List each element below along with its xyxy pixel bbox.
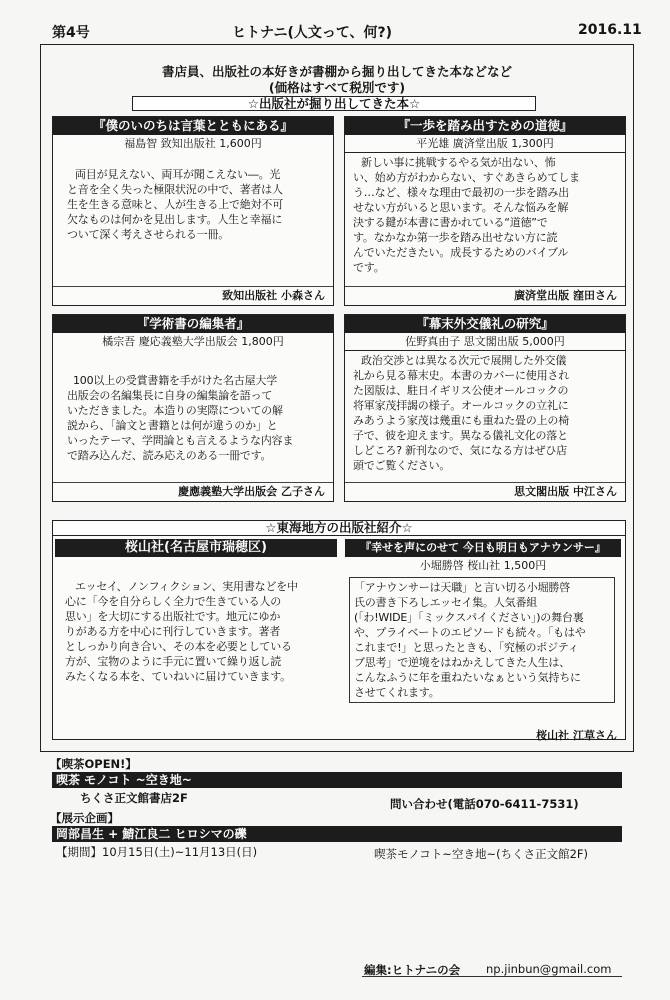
description-line: せない方がいると思います。そんな悩みを解 [353,201,569,214]
description-line: 新しい事に挑戦するやる気が出ない、怖 [361,156,556,169]
description-line: としっかり向き合い、その本を必要としている [65,640,292,653]
book-title: 『一歩を踏み出すための道徳』 [345,117,625,135]
book-description [353,353,569,473]
description-line: いったテーマ、学問論とも言えるような内容ま [67,434,294,447]
footer-rule [362,976,622,977]
featured-book [345,539,621,742]
section-title-books: ☆出版社が掘り出してきた本☆ [132,96,536,111]
book-signature: 廣済堂出版 窪田さん [514,289,617,302]
description-line: た図版は、駐日イギリス公使オールコックの [353,384,569,397]
exhibit-name-bar: 岡部昌生 + 鯖江良二 ヒロシマの礫 [52,826,622,842]
book-description [349,577,615,703]
description-line: 欠なものは何かを見出します。人生と幸福に [67,213,283,226]
description-line: こんなふうに年を重ねたいなぁという気持ちに [354,671,581,684]
description-line: 政治交渉とは異なる次元で展開した外交儀 [361,354,567,367]
description-line: 「アナウンサーは天職」と言い切る小堀勝啓 [354,581,570,594]
book-title: 『幸せを声にのせて 今日も明日もアナウンサー』 [345,539,621,557]
book-author: 福島智 致知出版社 1,600円 [124,137,262,150]
book-author: 平光雄 廣済堂出版 1,300円 [345,136,625,153]
description-line: エッセイ、ノンフィクション、実用書などを中 [75,580,298,593]
cafe-name-bar: 喫茶 モノコト ~空き地~ [52,772,622,788]
description-line: や、プライベートのエピソードも続々。「もはや [354,626,586,639]
description-line: 思い」を大切にする出版社です。地元にゆか [65,610,281,623]
contact-email: np.jinbun@gmail.com [486,962,612,976]
book-signature: 慶應義塾大学出版会 乙子さん [178,485,325,498]
description-line: りがある方を中心に刊行していきます。著者 [65,625,281,638]
book-signature: 桜山社 江草さん [536,729,617,742]
cafe-location: ちくさ正文館書店2F [80,791,188,805]
issue-number: 第4号 [52,25,90,41]
book-card-2 [344,116,626,306]
description-line: と音を全く失った極限状況の中で、著者は人 [67,183,283,196]
description-line: 出版会の名編集長に自身の編集論を語って [67,389,273,402]
exhibit-label: 【展示企画】 [50,811,119,825]
book-description [353,155,580,275]
book-title: 『僕のいのちは言葉とともにある』 [53,117,333,135]
book-author: 小堀勝啓 桜山社 1,500円 [419,559,547,572]
description-line: 決する鍵が本書に書かれている“道徳”で [353,216,548,229]
publisher-section [52,520,626,740]
publisher-description [65,579,298,684]
description-line: す。なかなか第一歩を踏み出せない方に読 [353,231,558,244]
description-line: い、始め方がわからない、すぐあきらめてしま [353,171,580,184]
book-description [67,373,293,463]
book-title: 『学術書の編集者』 [53,315,333,333]
description-line: みたくなる本を、ていねいに届けていきます。 [65,670,291,683]
book-card-1 [52,116,334,306]
description-line: ブ思考」で逆境をはねかえしてきた人生は、 [354,656,570,669]
book-description [67,167,283,242]
description-line: で踏み込んだ、読み応えのある一冊です。 [67,449,272,462]
book-author: 佐野真由子 思文閣出版 5,000円 [345,334,625,351]
description-line: これまで!」と思ったときも、「究極のポジティ [354,641,579,654]
exhibit-venue: 喫茶モノコト~空き地~(ちくさ正文館2F) [374,847,588,861]
book-card-3 [52,314,334,502]
cafe-contact: 問い合わせ(電話070-6411-7531) [390,797,579,811]
book-signature: 思文閣出版 中江さん [514,485,617,498]
publisher-name: 桜山社(名古屋市瑞穂区) [55,539,337,557]
description-line: んでいただきたい。成長するためのバイブル [353,246,569,259]
description-line: 方が、宝物のように手元に置いて繰り返し読 [65,655,281,668]
description-line: 子で、彼を迎えます。異なる儀礼文化の落と [353,429,568,442]
intro-line-1: 書店員、出版社の本好きが書棚から掘り出してきた本などなど [161,64,512,79]
cafe-label: 【喫茶OPEN!】 [50,757,137,771]
description-line: う…など、様々な理由で最初の一歩を踏み出 [353,186,569,199]
description-line: いただきました。本造りの実際についての解 [67,404,283,417]
description-line: みあうよう家茂は幾重にも重ねた畳の上の椅 [353,414,569,427]
description-line: ついて深く考えさせられる一冊。 [67,228,229,241]
description-line: です。 [353,261,385,274]
intro-line-2: (価格はすべて税別です) [268,80,406,95]
description-line: 説から、「論文と書籍とは何が違うのか」と [67,419,278,432]
description-line: 心に「今を自分らしく全力で生きている人の [65,595,281,608]
book-card-4 [344,314,626,502]
description-line: 将軍家茂拝謁の様子。オールコックの立礼に [353,399,569,412]
section-title-publishers: ☆東海地方の出版社紹介☆ [53,521,625,536]
exhibit-period: 【期間】10月15日(土)~11月13日(日) [56,845,258,859]
description-line: させてくれます。 [354,686,440,699]
book-title: 『幕末外交儀礼の研究』 [345,315,625,333]
book-signature: 致知出版社 小森さん [222,289,325,302]
description-line: しどころ? 新刊なので、気になる方はぜひ店 [353,444,567,457]
issue-date: 2016.11 [578,22,642,38]
description-line: 氏の書き下ろしエッセイ集。人気番組 [354,596,538,609]
description-line: (「わ!WIDE」「ミックスパイください」)の舞台裏 [354,611,584,624]
description-line: 生を生きる意味と、人が生きる上で絶対不可 [67,198,283,211]
description-line: 100以上の受賞書籍を手がけた名古屋大学 [73,374,277,387]
description-line: 礼から見る幕末史。本書のカバーに使用され [353,369,569,382]
description-line: 両目が見えない、両耳が聞こえない―。光 [75,168,281,181]
publisher-profile [55,539,337,739]
book-author: 橘宗吾 慶応義塾大学出版会 1,800円 [102,335,284,348]
description-line: 頭でご覧ください。 [353,459,451,472]
newsletter-title: ヒトナニ(人文って、何?) [232,25,393,41]
editor-credit: 編集:ヒトナニの会 [364,963,461,977]
